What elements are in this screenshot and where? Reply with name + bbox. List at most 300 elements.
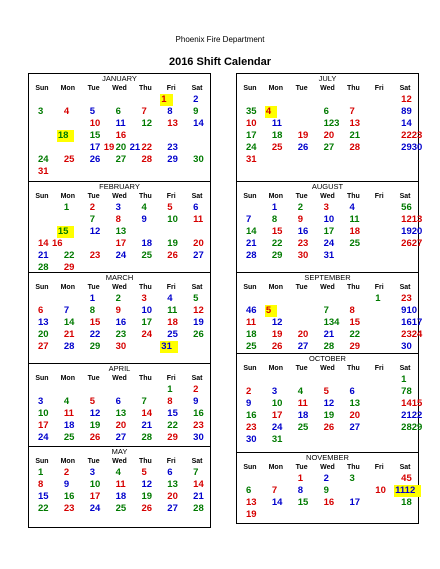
day-label: Tue [87,85,100,92]
calendar-day: 11 [115,118,126,129]
calendar-day: 22 [349,329,361,340]
calendar-day: 18 [271,130,283,141]
month-name: APRIL [108,364,131,373]
week-row [237,422,423,434]
day-header-row [29,84,210,94]
calendar-day: 18 [349,226,361,237]
calendar-day: 10 [271,398,283,409]
calendar-day: 123 [323,118,340,129]
calendar-day: 28 [141,154,153,165]
calendar-day: 1 [375,293,381,304]
day-label: Tue [295,85,308,92]
day-label: Sat [191,375,203,382]
calendar-day: 11 [193,214,204,225]
week-row [237,386,418,398]
calendar-day: 20 [349,410,361,421]
month-name: AUGUST [311,182,344,191]
calendar-day: 11 [246,317,257,328]
week-row [237,154,418,166]
calendar-day: 2829 [401,422,423,433]
day-label: Thu [346,464,360,471]
calendar-day: 12 [141,118,153,129]
calendar-day: 10 [167,214,178,225]
week-row [237,226,423,238]
calendar-day: 18 [141,238,153,249]
calendar-day: 24 [115,250,127,261]
day-label: Fri [374,193,384,200]
day-header-row [29,457,210,467]
day-label: Tue [295,284,308,291]
day-label: Mon [60,85,75,92]
month-block-february [28,181,211,272]
day-label: Mon [60,284,75,291]
week-row [237,509,418,521]
highlighted-shift-day: 5 [265,305,277,317]
calendar-day: 6 [115,106,121,117]
calendar-day: 24 [271,422,283,433]
calendar-day: 27 [38,341,49,352]
calendar-day: 10 [375,485,386,496]
calendar-day: 27 [323,142,335,153]
calendar-day: 19 [167,238,178,249]
calendar-day: 4 [349,202,355,213]
calendar-day: 12 [193,305,204,316]
day-label: Sun [35,458,49,465]
month-block-july [236,73,423,181]
calendar-day: 6 [38,305,44,316]
calendar-day: 16 [193,408,204,419]
day-label: Tue [87,284,100,291]
calendar-day: 15 [167,408,178,419]
calendar-day: 8 [297,485,304,496]
calendar-day: 28 [349,142,361,153]
calendar-day: 21 [246,238,257,249]
calendar-day: 29 [349,341,361,352]
calendar-day: 10 [141,305,153,316]
calendar-day: 17 [38,420,49,431]
calendar-day: 19 [297,130,309,141]
calendar-day: 29 [167,432,178,443]
calendar-day: 19 [141,491,153,502]
calendar-day: 23 [167,142,178,153]
calendar-day: 22 [38,503,49,514]
calendar-day: 5 [193,293,199,304]
highlighted-shift-day: 15 [57,226,75,238]
calendar-day: 30 [246,434,257,445]
week-row [29,467,210,479]
highlighted-shift-day: 1 [160,94,172,106]
highlighted-shift-day: 31 [160,341,178,353]
day-label: Fri [374,284,384,291]
calendar-day: 15 [89,130,101,141]
calendar-day: 9 [141,214,147,225]
day-label: Mon [60,458,75,465]
calendar-day: 24 [141,329,153,340]
calendar-day: 16 [115,317,127,328]
day-header-row [237,283,418,293]
calendar-day: 25 [297,422,309,433]
calendar-column-right [236,73,423,524]
day-label: Fri [374,365,384,372]
day-label: Sun [35,284,49,291]
week-row [29,317,210,329]
week-row [29,432,210,444]
day-label: Wed [112,85,127,92]
day-label: Sun [243,193,257,200]
calendar-day: 25 [141,250,153,261]
calendar-day: 5 [323,386,329,397]
day-label: Sat [399,464,411,471]
calendar-day: 2223 [401,130,423,141]
month-block-september [236,272,423,353]
calendar-day: 20 [193,238,204,249]
day-label: Fri [166,284,176,291]
calendar-day: 24 [89,503,101,514]
calendar-day: 8 [167,106,173,117]
week-row [237,94,418,106]
calendar-day: 7 [246,214,252,225]
calendar-day: 15 [89,317,101,328]
week-row [29,118,210,130]
week-row [237,142,423,154]
calendar-day: 56 [401,202,412,213]
day-header-row [237,364,418,374]
day-header-row [237,463,418,473]
week-row [29,130,210,142]
calendar-day: 11 [115,479,126,490]
month-name: NOVEMBER [306,453,349,462]
week-row [29,384,210,396]
calendar-day: 6 [193,202,199,213]
calendar-day: 10 [89,479,101,490]
calendar-day: 17 [141,317,153,328]
calendar-day: 25 [63,432,75,443]
day-label: Wed [320,85,335,92]
week-row [29,408,210,420]
calendar-day: 13 [115,408,127,419]
day-header-row [237,192,418,202]
calendar-day: 16 [52,238,63,249]
day-header-row [29,283,210,293]
calendar-day: 14 [246,226,257,237]
week-row [237,329,423,341]
month-block-april [28,363,211,446]
calendar-day: 19 [89,420,101,431]
calendar-day: 11 [271,118,282,129]
calendar-day: 7 [323,305,329,316]
calendar-day: 7 [271,485,278,496]
calendar-day: 20 [115,420,127,431]
calendar-day: 3 [115,202,121,213]
calendar-day: 30 [193,154,204,165]
calendar-day: 19 [246,509,257,520]
day-label: Sat [399,365,411,372]
calendar-day: 16 [115,130,127,141]
calendar-day: 134 [323,317,340,328]
calendar-day: 1 [297,473,304,484]
calendar-day: 16 [246,410,257,421]
calendar-day: 15 [297,497,309,508]
calendar-day: 4 [63,106,70,117]
calendar-day: 30 [193,432,204,443]
day-label: Fri [374,464,384,471]
calendar-day: 6 [323,106,329,117]
week-row [237,250,418,262]
calendar-day: 12 [89,408,101,419]
week-row [29,329,210,341]
day-label: Sat [191,458,203,465]
week-row [29,250,210,262]
calendar-day: 17 [246,130,257,141]
calendar-day: 6 [349,386,355,397]
calendar-day: 8 [89,305,96,316]
week-row [29,94,210,106]
calendar-day: 25 [115,503,127,514]
calendar-day: 11 [349,214,360,225]
calendar-day: 29 [63,262,75,273]
day-label: Thu [346,85,360,92]
calendar-day: 10 [89,118,101,129]
calendar-day: 27 [297,341,309,352]
week-row [237,238,423,250]
calendar-day: 14 [401,118,412,129]
calendar-day: 21 [141,420,153,431]
calendar-day: 21 [129,142,141,153]
calendar-day: 22 [63,250,75,261]
day-header-row [29,374,210,384]
calendar-day: 2930 [401,142,423,153]
week-row [29,396,210,408]
calendar-day: 9 [323,485,329,496]
calendar-day: 25 [63,154,75,165]
week-row [237,317,423,329]
calendar-day: 19 [103,142,115,153]
week-row [237,130,423,142]
week-row [29,214,210,226]
calendar-day: 11 [297,398,308,409]
calendar-day: 26 [141,503,153,514]
calendar-day: 27 [115,154,127,165]
day-label: Tue [87,375,100,382]
calendar-day: 1415 [401,398,423,409]
calendar-day: 21 [63,329,75,340]
calendar-day: 13 [246,497,257,508]
calendar-day: 24 [246,142,257,153]
month-name: MARCH [105,273,134,282]
calendar-day: 1 [63,202,70,213]
calendar-day: 78 [401,386,412,397]
day-label: Sun [35,193,49,200]
calendar-day: 5 [89,396,96,407]
calendar-day: 11 [167,305,178,316]
day-label: Sat [399,193,411,200]
calendar-day: 9 [193,106,199,117]
calendar-day: 28 [323,341,335,352]
week-row [29,491,210,503]
day-label: Thu [138,85,152,92]
week-row [237,341,418,353]
week-row [237,410,423,422]
calendar-day: 2 [115,293,121,304]
day-label: Wed [112,458,127,465]
calendar-day: 46 [246,305,257,316]
day-label: Thu [138,458,152,465]
week-row [237,118,418,130]
calendar-day: 25 [349,238,361,249]
calendar-day: 13 [167,118,178,129]
calendar-day: 2324 [401,329,423,340]
calendar-day: 26 [271,341,283,352]
calendar-day: 10 [323,214,335,225]
day-label: Fri [166,458,176,465]
calendar-day: 2 [323,473,329,484]
calendar-day: 26 [297,142,309,153]
calendar-day: 31 [246,154,257,165]
calendar-day: 26 [89,432,101,443]
day-label: Thu [138,193,152,200]
calendar-day: 8 [115,214,121,225]
calendar-day: 12 [141,479,153,490]
calendar-day: 20 [115,142,127,153]
calendar-day: 3 [38,106,44,117]
highlighted-shift-day: 4 [265,106,277,118]
calendar-day: 18 [63,420,75,431]
day-label: Sun [243,464,257,471]
day-label: Wed [112,375,127,382]
calendar-day: 6 [167,467,173,478]
calendar-day: 9 [193,396,199,407]
day-label: Sun [35,85,49,92]
calendar-day: 3 [323,202,329,213]
calendar-day: 13 [349,118,361,129]
calendar-day: 22 [141,142,153,153]
calendar-day: 2 [89,202,96,213]
calendar-day: 16 [297,226,309,237]
calendar-day: 18 [401,497,412,508]
month-block-november [236,452,419,524]
calendar-day: 1 [167,384,173,395]
calendar-day: 45 [401,473,412,484]
calendar-day: 18 [167,317,178,328]
calendar-day: 21 [349,130,361,141]
calendar-day: 5 [141,467,147,478]
calendar-day: 5 [89,106,96,117]
calendar-day: 7 [193,467,199,478]
calendar-day: 8 [38,479,44,490]
week-row [29,154,210,166]
day-label: Sat [399,85,411,92]
day-label: Thu [138,284,152,291]
calendar-day: 6 [246,485,252,496]
calendar-day: 11 [63,408,74,419]
day-label: Thu [346,193,360,200]
calendar-day: 7 [63,305,70,316]
week-row [29,166,210,178]
day-label: Sun [243,284,257,291]
calendar-day: 24 [38,432,49,443]
day-label: Thu [138,375,152,382]
day-label: Sat [191,85,203,92]
calendar-day: 9 [246,398,252,409]
calendar-day: 10 [38,408,49,419]
day-label: Fri [166,375,176,382]
calendar-day: 19 [193,317,204,328]
calendar-day: 26 [167,250,178,261]
calendar-day: 19 [271,329,283,340]
calendar-day: 7 [349,106,355,117]
calendar-day: 17 [323,226,335,237]
calendar-day: 89 [401,106,412,117]
day-label: Tue [87,458,100,465]
calendar-column-left [28,73,211,528]
day-label: Mon [268,284,283,291]
calendar-day: 20 [297,329,309,340]
day-label: Wed [320,464,335,471]
calendar-day: 3 [89,467,96,478]
calendar-day: 3 [271,386,278,397]
calendar-day: 16 [323,497,335,508]
day-label: Mon [60,193,75,200]
calendar-day: 21 [323,329,335,340]
week-row [237,293,418,305]
day-label: Fri [166,193,176,200]
week-row [29,305,210,317]
calendar-day: 17 [89,142,101,153]
day-label: Sat [191,193,203,200]
week-row [237,106,418,118]
calendar-day: 31 [323,250,335,261]
week-row [237,434,418,446]
calendar-day: 30 [115,341,127,352]
calendar-day: 7 [141,106,147,117]
calendar-day: 24 [323,238,335,249]
calendar-day: 18 [246,329,257,340]
day-label: Fri [374,85,384,92]
week-row [29,341,210,353]
calendar-day: 15 [38,491,49,502]
day-label: Tue [295,464,308,471]
calendar-day: 3 [38,396,44,407]
calendar-day: 14 [271,497,283,508]
calendar-day: 28 [141,432,153,443]
calendar-day: 30 [401,341,412,352]
calendar-day: 1 [38,467,44,478]
calendar-day: 10 [246,118,257,129]
calendar-day: 31 [271,434,283,445]
calendar-day: 2 [246,386,252,397]
calendar-day: 5 [167,202,173,213]
calendar-day: 28 [193,503,204,514]
week-row [29,479,210,491]
day-header-row [29,192,210,202]
week-row [237,202,418,214]
calendar-day: 25 [271,142,283,153]
week-row [237,398,423,410]
calendar-day: 12 [271,317,283,328]
calendar-day: 9 [115,305,121,316]
month-name: JULY [318,74,337,83]
calendar-day: 4 [297,386,304,397]
calendar-day: 910 [401,305,418,316]
week-row [237,497,418,509]
calendar-day: 28 [38,262,49,273]
calendar-day: 1920 [401,226,423,237]
department-name: Phoenix Fire Department [175,35,265,44]
calendar-day: 14 [193,479,204,490]
calendar-day: 16 [63,491,75,502]
day-label: Thu [346,284,360,291]
calendar-day: 23 [297,238,309,249]
